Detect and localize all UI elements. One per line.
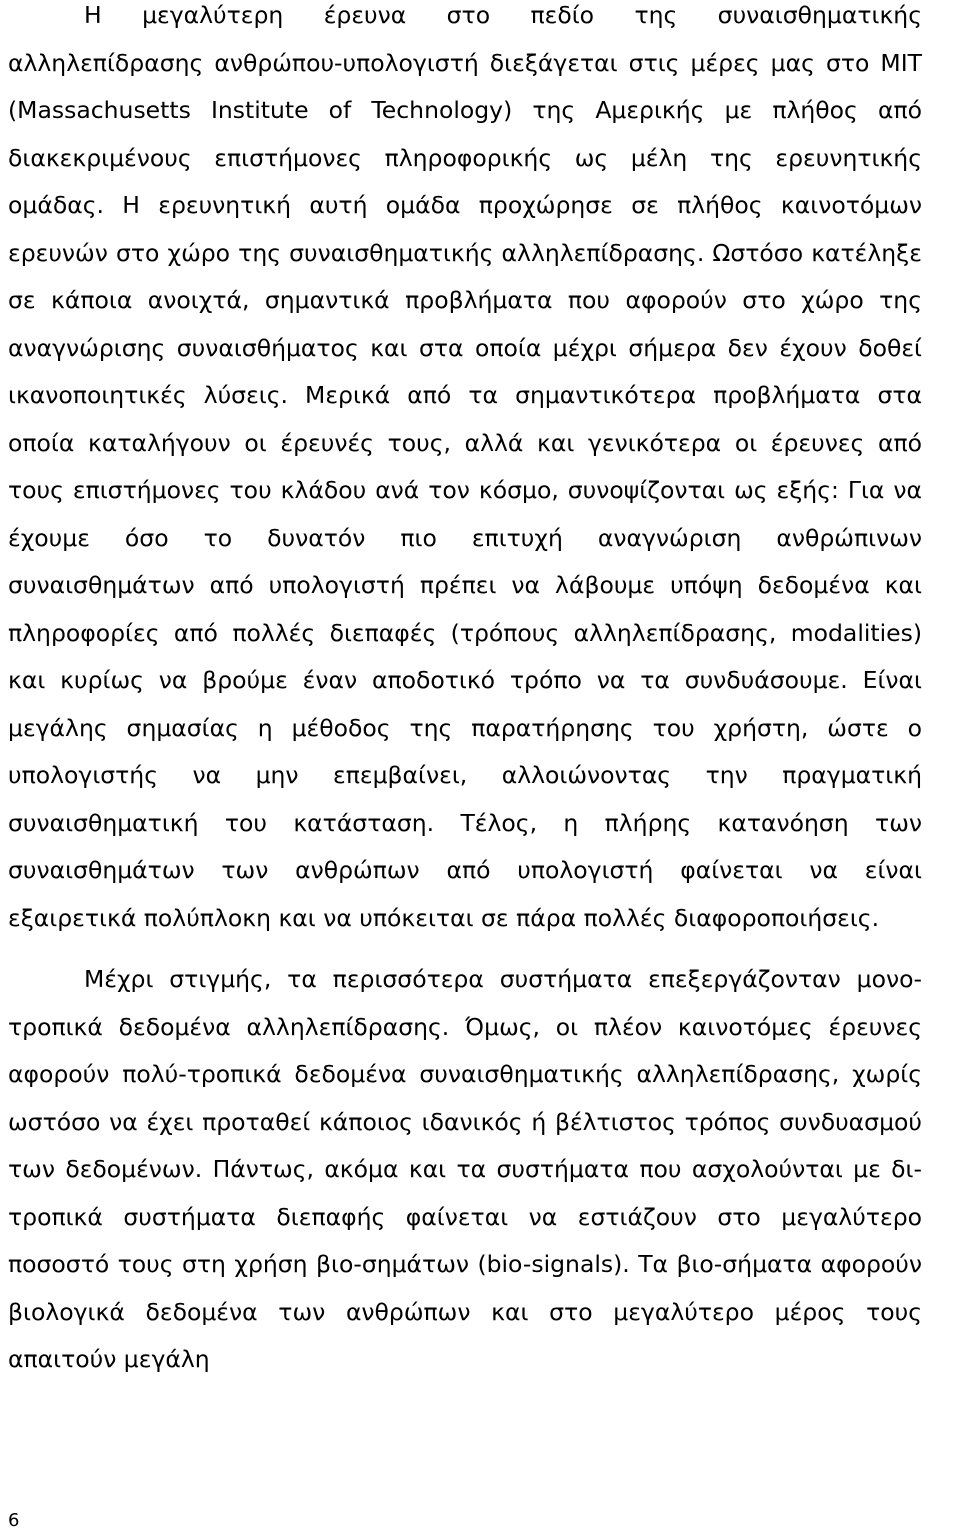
page-number: 6 bbox=[8, 1510, 20, 1531]
document-page bbox=[8, 0, 922, 1384]
paragraph-1: Η μεγαλύτερη έρευνα στο πεδίο της συναισθηματικής αλληλεπίδρασης ανθρώπου-υπολογιστή διεξάγεται στις μέρες μας στο MIT (Massachusetts Institute of Technology) της Αμερικής με πλήθος από διακεκριμένους επιστήμονες πληροφορικής ως μέλη της ερευνητικής ομάδας. Η ερευνητική αυτή ομάδα προχώρησε σε πλήθος καινοτόμων ερευνών στο χώρο της συναισθηματικής αλληλεπίδρασης. Ωστόσο κατέληξε σε κάποια ανοιχτά, σημαντικά προβλήματα που αφορούν στο χώρο της αναγνώρισης συναισθήματος και στα οποία μέχρι σήμερα δεν έχουν δοθεί ικανοποιητικές λύσεις. Μερικά από τα σημαντικότερα προβλήματα στα οποία καταλήγουν οι έρευνές τους, αλλά και γενικότερα οι έρευνες από τους επιστήμονες του κλάδου ανά τον κόσμο, συνοψίζονται ως εξής: Για να έχουμε όσο το δυνατόν πιο επιτυχή αναγνώριση ανθρώπινων συναισθημάτων από υπολογιστή πρέπει να λάβουμε υπόψη δεδομένα και πληροφορίες από πολλές διεπαφές (τρόπους αλληλεπίδρασης, modalities) και κυρίως να βρούμε έναν αποδοτικό τρόπο να τα συνδυάσουμε. Είναι μεγάλης σημασίας η μέθοδος της παρατήρησης του χρήστη, ώστε ο υπολογιστής να μην επεμβαίνει, αλλοιώνοντας την πραγματική συναισθηματική του κατάσταση. Τέλος, η πλήρης κατανόηση των συναισθημάτων των ανθρώπων από υπολογιστή φαίνεται να είναι εξαιρετικά πολύπλοκη και να υπόκειται σε πάρα πολλές διαφοροποιήσεις. bbox=[8, 1, 922, 932]
paragraph-2: Μέχρι στιγμής, τα περισσότερα συστήματα επεξεργάζονταν μονο-τροπικά δεδομένα αλληλεπίδρασης. Όμως, οι πλέον καινοτόμες έρευνες αφορούν πολύ-τροπικά δεδομένα συναισθηματικής αλληλεπίδρασης, χωρίς ωστόσο να έχει προταθεί κάποιος ιδανικός ή βέλτιστος τρόπος συνδυασμού των δεδομένων. Πάντως, ακόμα και τα συστήματα που ασχολούνται με δι-τροπικά συστήματα διεπαφής φαίνεται να εστιάζουν στο μεγαλύτερο ποσοστό τους στη χρήση βιο-σημάτων (bio-signals). Τα βιο-σήματα αφορούν βιολογικά δεδομένα των ανθρώπων και στο μεγαλύτερο μέρος τους απαιτούν μεγάλη bbox=[8, 965, 922, 1373]
